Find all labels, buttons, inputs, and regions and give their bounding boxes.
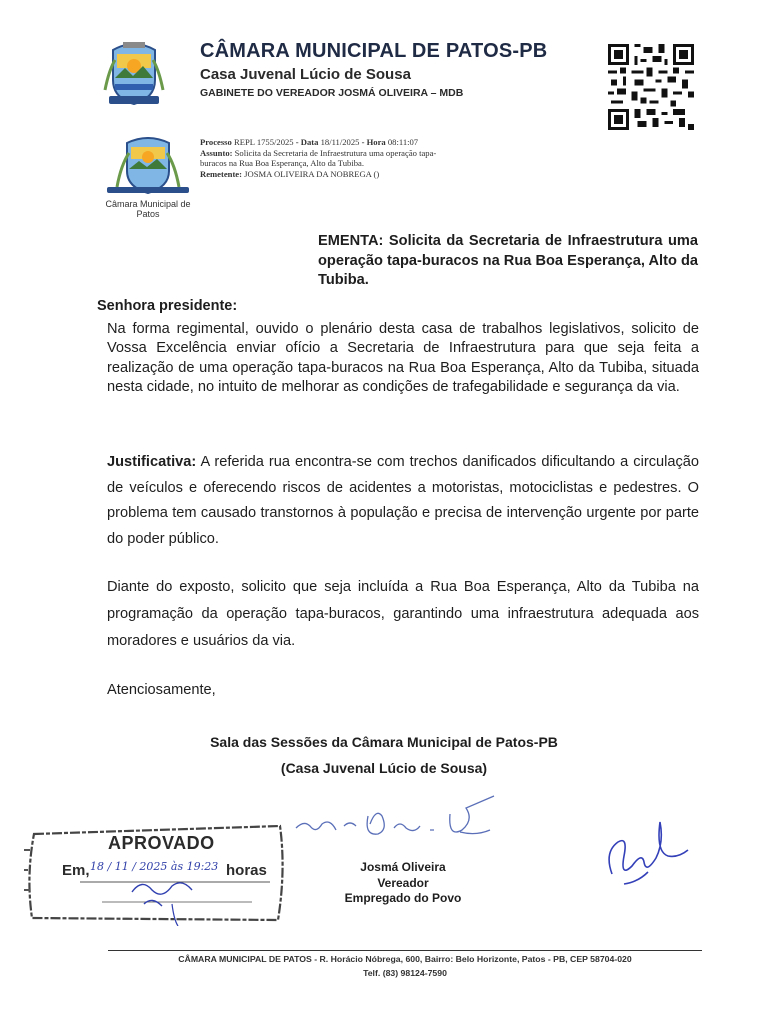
processo-value: REPL 1755/2025 [233, 137, 294, 147]
paragraph-conclusion: Diante do exposto, solicito que seja incluída a Rua Boa Esperança, Alto da Tubiba na programação da operação tapa-buracos, garantindo uma infraestrutura adequada aos moradores e usuários da via. [107, 579, 699, 649]
hora-value: 08:11:07 [387, 137, 419, 147]
header-subtitle: Casa Juvenal Lúcio de Sousa [200, 66, 411, 83]
protocol-block: Processo REPL 1755/2025 - Data 18/11/2025 - Hora 08:11:07 Assunto: Solicita da Secretaria de Infraestrutura uma operação tapa-buracos na Rua Boa Esperança, Alto da Tubiba. Remetente: JOSMA OLIVEIRA DA NOBREGA () [200, 137, 437, 179]
footer-divider [108, 950, 702, 951]
paragraph-request: Na forma regimental, ouvido o plenário desta casa de trabalhos legislativos, solicito de Vossa Excelência enviar ofício a Secretaria de Infraestrutura para que seja feita a realização de uma operação tapa-buracos na Rua Boa Esperança, Alto da Tubiba, situada nesta cidade, no intuito de melhorar as condições de trafegabilidade e segurança da via. [107, 321, 699, 395]
signer-motto: Empregado do Povo [344, 891, 462, 905]
stamp-title: APROVADO [108, 833, 215, 853]
remetente-value: JOSMA OLIVEIRA DA NOBREGA () [244, 168, 380, 179]
councilman-signature [290, 790, 510, 850]
justification-label: Justificativa: [107, 454, 197, 470]
assunto-value: Solicita da Secretaria de Infraestrutura uma operação tapa-buracos na Rua Boa Esperança, Alto da Tubiba. [200, 147, 437, 168]
data-value: 18/11/2025 [320, 137, 360, 147]
stamp-em-label: Em, [62, 862, 90, 879]
hora-label: Hora [366, 137, 386, 147]
municipal-crest-logo [103, 40, 165, 108]
footer-address: CÂMARA MUNICIPAL DE PATOS - R. Horácio Nóbrega, 600, Bairro: Belo Horizonte, Patos - PB, CEP 58704-020 [178, 954, 632, 964]
assunto-label: Assunto: [200, 147, 233, 158]
ementa: EMENTA: Solicita da Secretaria de Infraestrutura uma operação tapa-buracos na Rua Boa Esperança, Alto da Tubiba. [318, 233, 698, 288]
sala-line-1: Sala das Sessões da Câmara Municipal de Patos-PB [210, 734, 558, 750]
qr-code-icon [608, 44, 694, 130]
justification-text: A referida rua encontra-se com trechos danificados dificultando a circulação de veículos e oferecendo riscos de acidentes a motoristas, motociclistas e pedestres. O problema tem causado transtornos à população e precisa de intervenção urgente por parte do poder público. [107, 454, 700, 548]
header-office: GABINETE DO VEREADOR JOSMÁ OLIVEIRA – MDB [200, 87, 464, 99]
rubric-signature [598, 812, 698, 898]
signer-block [328, 860, 478, 907]
salutation: Senhora presidente: [97, 298, 238, 314]
header-title: CÂMARA MUNICIPAL DE PATOS-PB [200, 40, 548, 62]
processo-label: Processo [200, 137, 232, 147]
signer-role: Vereador [377, 875, 429, 890]
data-label: Data [300, 137, 319, 147]
closing: Atenciosamente, [107, 682, 216, 698]
camara-crest-logo [103, 137, 193, 197]
crest-caption: Câmara Municipal de Patos [105, 199, 191, 219]
stamp-handwritten-date: 18 / 11 / 2025 às 19:23 [90, 860, 219, 873]
stamp-horas-label: horas [226, 862, 267, 879]
sala-line-2: (Casa Juvenal Lúcio de Sousa) [280, 760, 488, 776]
remetente-label: Remetente [200, 168, 240, 179]
footer-phone: Telf. (83) 98124-7590 [363, 968, 447, 978]
signer-name: Josmá Oliveira [360, 860, 446, 874]
paragraph-justification [107, 450, 699, 553]
